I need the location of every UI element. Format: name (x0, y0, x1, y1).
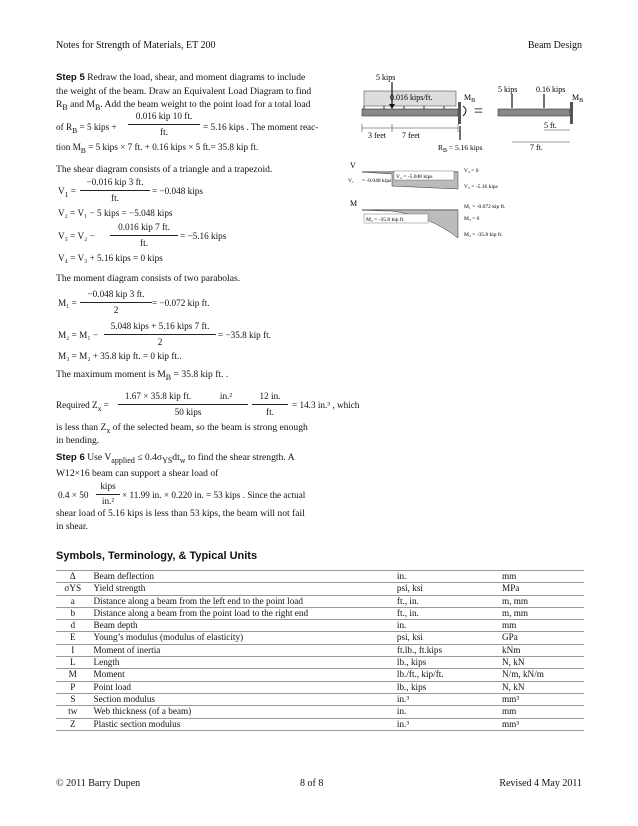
arrowhead (389, 104, 395, 109)
text: of the selected beam, so the beam is strong enough (110, 422, 308, 433)
zx-denominator-3: ft. (266, 407, 274, 417)
symbol-cell: σYS (56, 583, 90, 595)
right-7ft: 7 ft. (530, 143, 543, 152)
symbol-cell: E (56, 632, 90, 644)
si-units-cell: N/m, kN/m (498, 669, 584, 681)
rb-equation-rhs: = 5.16 kips . The moment reac- (203, 122, 319, 132)
symbol-cell: Δ (56, 571, 90, 583)
text: = 35.8 kip ft. . (171, 369, 229, 380)
table-row (56, 583, 584, 595)
table-row (56, 718, 584, 730)
term-cell: Beam deflection (90, 571, 393, 583)
term-cell: Plastic section modulus (90, 718, 393, 730)
footer-right: Revised 4 May 2011 (499, 778, 582, 789)
shear-calc-rhs: × 11.99 in. × 0.220 in. = 53 kips . Since the actual (122, 490, 306, 500)
symbol-cell: a (56, 595, 90, 607)
us-units-cell: in.³ (393, 718, 498, 730)
us-units-cell: in. (393, 706, 498, 718)
text: V (58, 186, 65, 196)
us-units-cell: in.³ (393, 693, 498, 705)
si-units-cell: kNm (498, 644, 584, 656)
footer-left: © 2011 Barry Dupen (56, 778, 141, 789)
text: M (572, 93, 580, 102)
sub: B (471, 98, 476, 104)
sub: B (80, 145, 86, 155)
zx-numerator-2: in.² (219, 391, 233, 401)
text: Redraw the load, shear, and moment diagrams to include (84, 72, 306, 83)
rb-equation-lhs (56, 122, 117, 135)
text: of R (56, 122, 73, 132)
zx-rhs: = 14.3 in.³ , which (292, 400, 360, 410)
m1-numerator: −0.048 kip 3 ft. (87, 289, 145, 299)
v4-equation: V₄ = V₃ + 5.16 kips = 0 kips (58, 253, 163, 263)
si-units-cell: m, mm (498, 595, 584, 607)
moment-arrow (463, 106, 466, 116)
header-right: Beam Design (527, 40, 582, 51)
si-units-cell: mm (498, 571, 584, 583)
si-units-cell: MPa (498, 583, 584, 595)
text: R (438, 143, 444, 152)
m2-fraction-bar (104, 334, 216, 335)
step6-line4: shear load of 5.16 kips is less than 53 kips, the beam will not fail (56, 508, 305, 519)
text: = 5.16 kips (447, 143, 483, 152)
sub: applied (111, 455, 135, 465)
shear-calc-denominator: in.² (101, 496, 115, 506)
v3-lhs: V₃ = V₂ − (58, 231, 95, 241)
v3-denominator: ft. (140, 238, 148, 248)
si-units-cell: N, kN (498, 681, 584, 693)
sub: B (165, 372, 172, 382)
m2-denominator: 2 (157, 337, 163, 347)
left-load-label: 0.016 kips/ft. (390, 93, 433, 102)
table-row (56, 644, 584, 656)
si-units-cell: mm³ (498, 718, 584, 730)
table-row (56, 620, 584, 632)
m-end: M₄ = -35.8 kip ft. (464, 232, 503, 238)
term-cell: Section modulus (90, 693, 393, 705)
sub: B (62, 102, 68, 112)
left-rb (438, 143, 483, 154)
term-cell: Length (90, 657, 393, 669)
si-units-cell: GPa (498, 632, 584, 644)
text: to find the shear strength. A (185, 452, 295, 463)
symbol-cell: L (56, 657, 90, 669)
step5-label: Step 5 (56, 72, 85, 83)
text: is less than Z (56, 422, 107, 433)
v1-numerator: −0.016 kip 3 ft. (86, 177, 144, 187)
zx-denominator-1: 50 kips (174, 407, 202, 417)
sub: B (443, 148, 448, 154)
v2-label: V₂ = -5.048 kips (396, 174, 433, 180)
text: tion M (56, 142, 81, 152)
table-row (56, 571, 584, 583)
table-row (56, 595, 584, 607)
left-3feet: 3 feet (368, 131, 386, 140)
shear-intro: The shear diagram consists of a triangle and a trapezoid. (56, 164, 273, 175)
text: M (464, 93, 472, 102)
sub: w (179, 455, 186, 465)
zx-numerator-1: 1.67 × 35.8 kip ft. (124, 391, 192, 401)
m1-fraction-bar (80, 302, 152, 303)
right-mb (572, 93, 583, 104)
us-units-cell: in. (393, 620, 498, 632)
si-units-cell: N, kN (498, 657, 584, 669)
v3-numerator: 0.016 kip 7 ft. (118, 222, 170, 232)
v-axis-label: V (350, 161, 356, 170)
step6-line1 (56, 452, 295, 467)
m1-value: M₁ = -0.072 kip ft. (464, 204, 506, 210)
term-cell: Yield strength (90, 583, 393, 595)
step5-line2: the weight of the beam. Draw an Equivalent Load Diagram to find (56, 86, 312, 97)
symbol-cell: P (56, 681, 90, 693)
m2-numerator: 5.048 kips + 5.16 kips 7 ft. (110, 321, 210, 331)
table-row (56, 681, 584, 693)
m2-label: M₂ = -35.8 kip ft. (366, 217, 405, 223)
wall (570, 102, 573, 124)
right-5kips: 5 kips (498, 85, 518, 94)
us-units-cell: ft., in. (393, 607, 498, 619)
text: = 5 kips + (77, 122, 117, 132)
si-units-cell: mm (498, 620, 584, 632)
rb-numerator: 0.016 kip 10 ft. (135, 111, 193, 121)
si-units-cell: mm³ (498, 693, 584, 705)
text: R (56, 99, 63, 110)
text: = (103, 400, 109, 410)
zx-line3: in bending. (56, 435, 100, 446)
v1-denominator: ft. (111, 193, 119, 203)
v3-fraction-bar (110, 235, 178, 236)
beam (362, 109, 458, 116)
sub: x (97, 403, 102, 413)
shear-calc-lhs: 0.4 × 50 (58, 490, 89, 500)
si-units-cell: m, mm (498, 607, 584, 619)
sub: B (94, 102, 101, 112)
header-left: Notes for Strength of Materials, ET 200 (56, 40, 216, 51)
shear-calc-bar (96, 494, 120, 495)
step6-line2: W12×16 beam can support a shear load of (56, 468, 219, 479)
us-units-cell: in. (393, 571, 498, 583)
symbol-cell: I (56, 644, 90, 656)
m3-value: M₃ = 0 (464, 216, 480, 222)
zx-fraction-bar-2 (252, 404, 288, 405)
m3-equation: M₃ = M₂ + 35.8 kip ft. = 0 kip ft.. (58, 351, 182, 361)
us-units-cell: lb., kips (393, 681, 498, 693)
table-row (56, 632, 584, 644)
text: and M (67, 99, 95, 110)
symbol-cell: Z (56, 718, 90, 730)
zx-numerator-3: 12 in. (259, 391, 281, 401)
m1-denominator: 2 (113, 305, 119, 315)
mb-equation (56, 142, 258, 155)
zx-fraction-bar (118, 404, 248, 405)
table-row (56, 669, 584, 681)
text: = 5 kips × 7 ft. + 0.16 kips × 5 ft.= 35.8 kip ft. (85, 142, 259, 152)
us-units-cell: ft., in. (393, 595, 498, 607)
sub: x (106, 425, 111, 435)
v2-equation: V₂ = V₁ − 5 kips = −5.048 kips (58, 208, 173, 218)
table-row (56, 693, 584, 705)
step6-label: Step 6 (56, 452, 85, 463)
v1-value: = -0.048 kips (362, 178, 392, 184)
text: The maximum moment is M (56, 369, 166, 380)
symbols-title: Symbols, Terminology, & Typical Units (56, 550, 258, 562)
footer-page: 8 of 8 (300, 778, 324, 789)
moment-intro: The moment diagram consists of two parabolas. (56, 273, 241, 284)
right-5ft: 5 ft. (544, 121, 557, 130)
sub: YS (162, 455, 173, 465)
symbol-cell: d (56, 620, 90, 632)
term-cell: Moment of inertia (90, 644, 393, 656)
sub: 1 (64, 189, 69, 199)
m2-rhs: = −35.8 kip ft. (218, 330, 271, 340)
v1-lhs: $V_1$ = (58, 186, 76, 199)
us-units-cell: lb./ft., kip/ft. (393, 669, 498, 681)
sub: B (579, 98, 584, 104)
us-units-cell: lb., kips (393, 657, 498, 669)
left-5kips: 5 kips (376, 73, 396, 82)
v3-value: V₃ = -5.16 kips (464, 184, 498, 190)
term-cell: Moment (90, 669, 393, 681)
term-cell: Web thickness (of a beam) (90, 706, 393, 718)
text: dt (172, 452, 180, 463)
step6-line5: in shear. (56, 521, 88, 532)
term-cell: Beam depth (90, 620, 393, 632)
m-axis-label: M (350, 199, 358, 208)
m1-lhs: M₁ = (58, 298, 77, 308)
table-row (56, 657, 584, 669)
wall (458, 102, 461, 124)
us-units-cell: psi, ksi (393, 632, 498, 644)
text: Required Z (56, 400, 98, 410)
m2-lhs: M₂ = M₁ − (58, 330, 98, 340)
us-units-cell: psi, ksi (393, 583, 498, 595)
symbols-table (56, 570, 584, 731)
table-row (56, 706, 584, 718)
left-7feet: 7 feet (402, 131, 420, 140)
v1-rhs: = −0.048 kips (152, 186, 203, 196)
table-row (56, 607, 584, 619)
rb-denominator: ft. (160, 127, 168, 137)
step5-line1 (56, 72, 305, 84)
symbol-cell: M (56, 669, 90, 681)
symbol-cell: b (56, 607, 90, 619)
text: ≤ 0.4σ (134, 452, 163, 463)
symbol-cell: S (56, 693, 90, 705)
beam (498, 109, 570, 116)
shear-calc-numerator: kips (100, 481, 116, 491)
term-cell: Distance along a beam from the left end to the point load (90, 595, 393, 607)
sub: B (72, 125, 78, 135)
equals-sign: = (474, 103, 484, 120)
v1-label: V₁ (348, 178, 354, 184)
term-cell: Distance along a beam from the point load to the right end (90, 607, 393, 619)
term-cell: Young’s modulus (modulus of elasticity) (90, 632, 393, 644)
symbol-cell: tw (56, 706, 90, 718)
text: Use V (84, 452, 112, 463)
si-units-cell: mm (498, 706, 584, 718)
m1-rhs: = −0.072 kip ft. (152, 298, 210, 308)
us-units-cell: ft.lb., ft.kips (393, 644, 498, 656)
rb-fraction-bar (128, 124, 200, 125)
term-cell: Point load (90, 681, 393, 693)
beam-diagrams (340, 68, 590, 280)
max-moment (56, 369, 228, 384)
right-load-diagram (498, 94, 573, 142)
v3-rhs: = −5.16 kips (180, 231, 227, 241)
text: . Add the beam weight to the point load for a total load (100, 99, 311, 110)
v-end: V₄ = 0 (464, 168, 479, 174)
right-016: 0.16 kips (536, 85, 566, 94)
zx-lhs (56, 400, 109, 413)
v1-fraction-bar (80, 190, 150, 191)
